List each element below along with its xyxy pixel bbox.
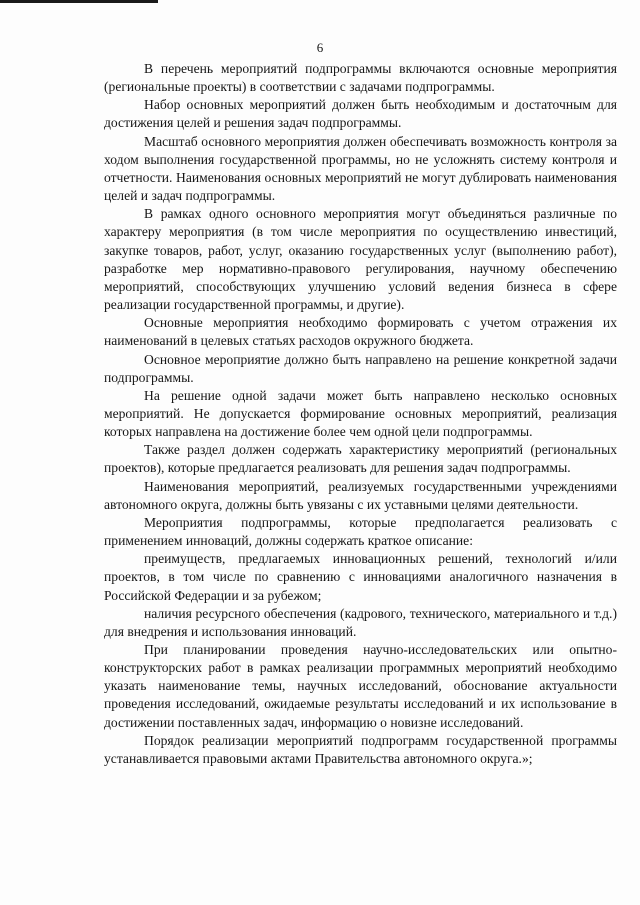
paragraph: Масштаб основного мероприятия должен обеспечивать возможность контроля за ходом выполнения государственной программы, но не усложнять систему контроля и отчетности. Наименования основных мероприятий не могут дублировать наименования целей и задач подпрограммы. bbox=[104, 133, 617, 204]
paragraph: наличия ресурсного обеспечения (кадрового, технического, материального и т.д.) для внедрения и использования инноваций. bbox=[104, 605, 617, 639]
paragraph: Мероприятия подпрограммы, которые предполагается реализовать с применением инноваций, должны содержать краткое описание: bbox=[104, 514, 617, 549]
page-number: 6 bbox=[316, 40, 324, 55]
body-text bbox=[104, 60, 617, 768]
paragraph: На решение одной задачи может быть направлено несколько основных мероприятий. Не допускается формирование основных мероприятий, реализация которых направлена на достижение более чем одной цели подпрограммы. bbox=[104, 387, 617, 440]
paragraph: В перечень мероприятий подпрограммы включаются основные мероприятия (региональные проекты) в соответствии с задачами подпрограммы. bbox=[104, 61, 617, 95]
paragraph: Наименования мероприятий, реализуемых государственными учреждениями автономного округа, должны быть увязаны с их уставными целями деятельности. bbox=[104, 478, 617, 512]
paragraph: Основное мероприятие должно быть направлено на решение конкретной задачи подпрограммы. bbox=[104, 351, 617, 385]
paragraph: Также раздел должен содержать характеристику мероприятий (региональных проектов), которые предлагается реализовать для решения задач подпрограммы. bbox=[104, 442, 617, 476]
paragraph: Основные мероприятия необходимо формировать с учетом отражения их наименований в целевых статьях расходов окружного бюджета. bbox=[104, 315, 617, 349]
paragraph: преимуществ, предлагаемых инновационных решений, технологий и/или проектов, в том числе по сравнению с инновациями аналогичного назначения в Российской Федерации и за рубежом; bbox=[104, 551, 617, 603]
paragraph: При планировании проведения научно-исследовательских или опытно-конструкторских работ в рамках реализации программных мероприятий необходимо указать наименование темы, научных исследований, обоснование актуальности проведения исследований, ожидаемые результаты исследований и их использование в достижении поставленных задач, информацию о новизне исследований. bbox=[104, 642, 617, 730]
paragraph: В рамках одного основного мероприятия могут объединяться различные по характеру мероприятия (в том числе мероприятия по осуществлению инвестиций, закупке товаров, работ, услуг, оказанию государственных услуг (выполнению работ), разработке мер нормативно-правового регулирования, научному обеспечению мероприятий, способствующих улучшению условий ведения бизнеса в сфере реализации государственной программы, и другие). bbox=[104, 206, 617, 313]
paragraph: Порядок реализации мероприятий подпрограмм государственной программы устанавливается правовыми актами Правительства автономного округа.»; bbox=[104, 732, 617, 766]
top-rule bbox=[0, 0, 158, 3]
paragraph: Набор основных мероприятий должен быть необходимым и достаточным для достижения целей и решения задач подпрограммы. bbox=[104, 97, 617, 131]
